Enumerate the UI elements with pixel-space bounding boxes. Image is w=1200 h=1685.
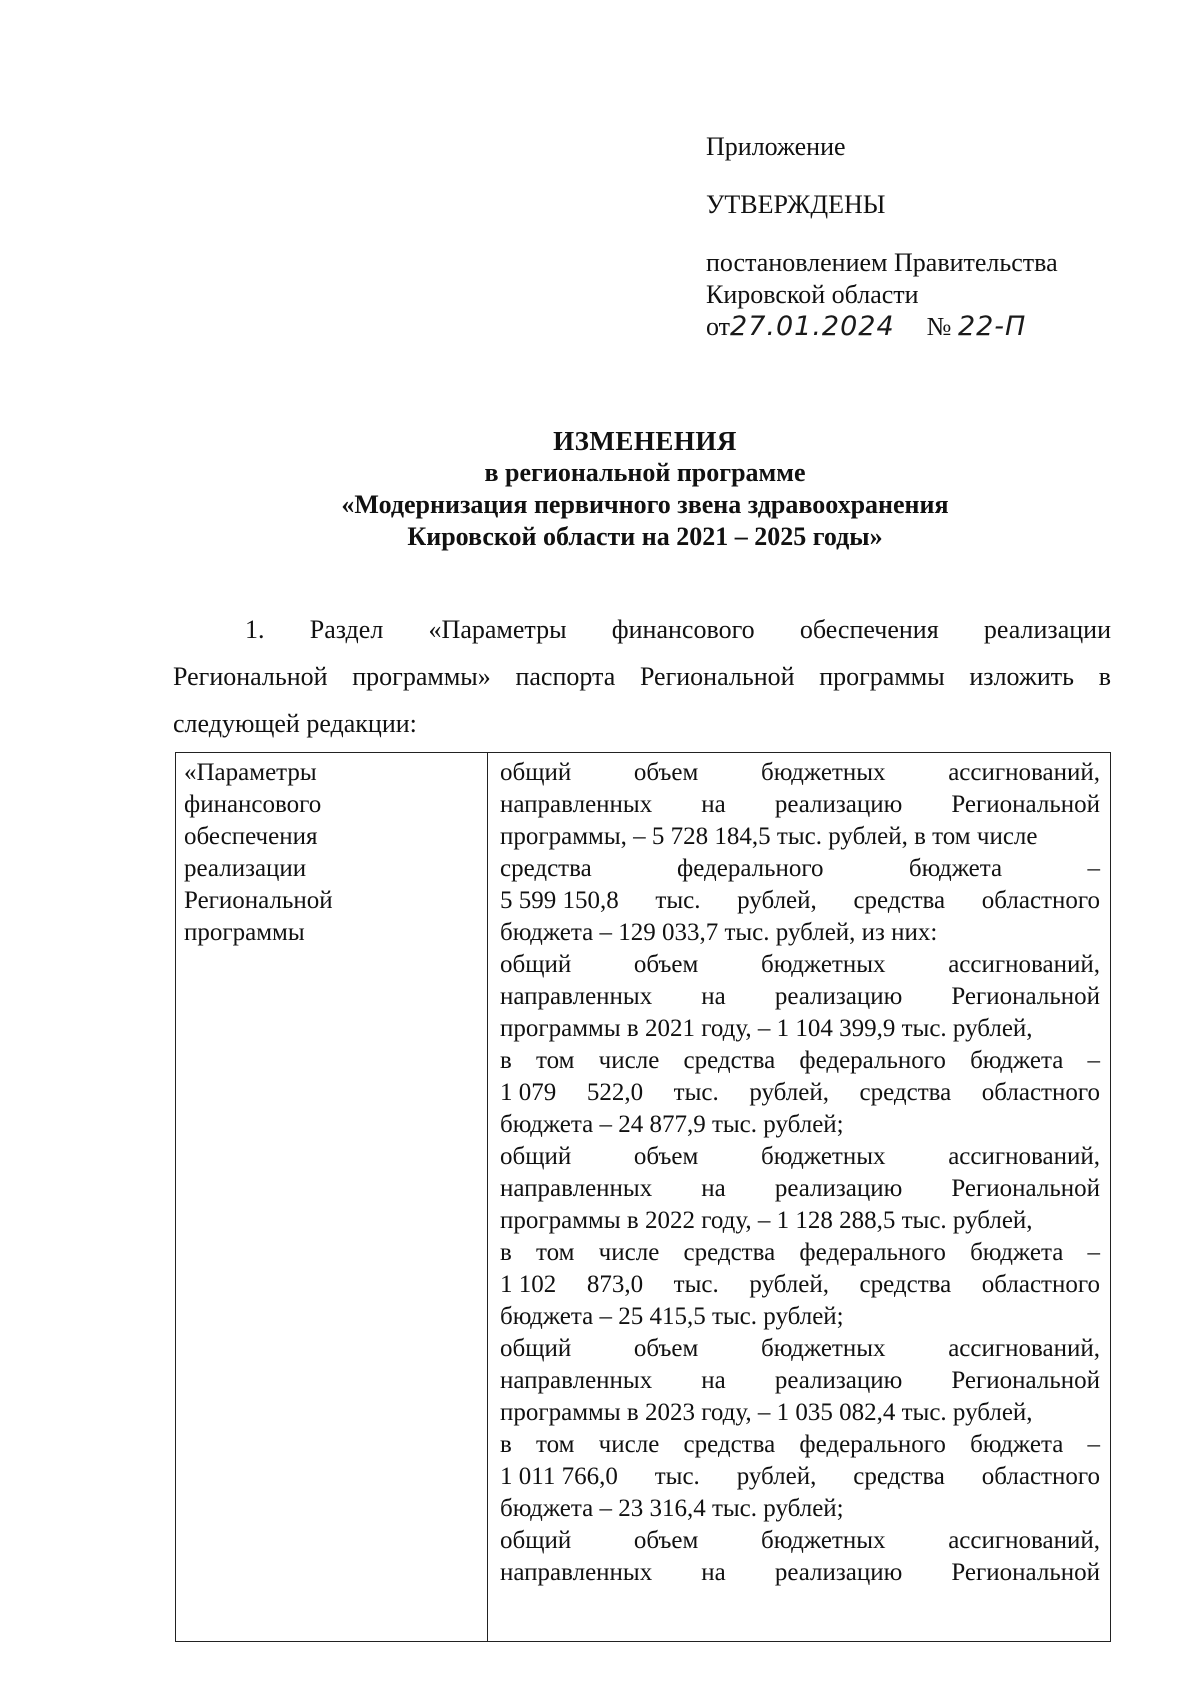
right-cell-word: Региональной — [951, 1367, 1100, 1394]
right-cell-line — [500, 1173, 1100, 1205]
right-cell-word: в — [500, 1047, 512, 1074]
paragraph-word: 1. — [245, 615, 265, 644]
right-cell-line — [500, 1493, 1100, 1525]
right-cell-word: общий — [500, 951, 572, 978]
right-cell-word: федерального — [677, 855, 824, 882]
right-cell-line — [500, 1525, 1100, 1557]
right-cell-word: на — [701, 983, 726, 1010]
from-label: от — [706, 312, 731, 341]
paragraph-word: Региональной — [639, 662, 795, 691]
paragraph-word: Раздел — [309, 615, 384, 644]
left-cell-line: финансового — [184, 791, 322, 818]
right-cell-word: рублей, — [736, 1463, 817, 1490]
handwritten-number: 22-П — [957, 311, 1027, 342]
right-cell-word: средства — [683, 1239, 776, 1266]
right-cell-word: бюджета – 25 415,5 тыс. рублей; — [500, 1303, 844, 1330]
right-cell-word: – — [1087, 1047, 1100, 1074]
right-cell-word: областного — [981, 887, 1100, 914]
right-cell-word: реализацию — [774, 1367, 903, 1394]
right-cell-word: средства — [683, 1047, 776, 1074]
right-cell-word: – — [1087, 1431, 1100, 1458]
right-cell-word: тыс. — [654, 1463, 700, 1490]
right-cell-line — [500, 1301, 1100, 1333]
right-cell-word: ассигнований, — [948, 1143, 1100, 1170]
right-cell-word: средства — [859, 1079, 952, 1106]
right-cell-word: общий — [500, 759, 572, 786]
right-cell-word: бюджета — [908, 855, 1003, 882]
title-main: ИЗМЕНЕНИЯ — [553, 426, 737, 456]
right-cell-word: федерального — [799, 1047, 946, 1074]
table-left-cell — [176, 753, 488, 1641]
right-cell-word: бюджета — [970, 1047, 1064, 1074]
right-cell-word: бюджета – 24 877,9 тыс. рублей; — [500, 1111, 844, 1138]
right-cell-word: тыс. — [655, 887, 701, 914]
right-cell-word: областного — [981, 1463, 1100, 1490]
right-cell-word: программы, – 5 728 184,5 тыс. рублей, в том числе — [500, 823, 1038, 850]
right-cell-line — [500, 821, 1100, 853]
paragraph-word: программы — [819, 662, 945, 691]
right-cell-line — [500, 917, 1100, 949]
paragraph-word: обеспечения — [799, 615, 939, 644]
approval-line-2: Кировской области — [706, 280, 919, 309]
right-cell-line — [500, 1429, 1100, 1461]
right-cell-word: тыс. — [673, 1079, 719, 1106]
right-cell-word: средства — [853, 887, 946, 914]
paragraph-word: изложить — [969, 662, 1074, 691]
paragraph-word: программы» — [352, 662, 491, 691]
right-cell-word: направленных — [500, 1559, 653, 1586]
right-cell-line — [500, 757, 1100, 789]
right-cell-word: Региональной — [951, 1175, 1100, 1202]
paragraph-word: следующей редакции: — [173, 709, 417, 738]
right-cell-word: на — [701, 1367, 726, 1394]
handwritten-date: 27.01.2024 — [730, 311, 895, 342]
right-cell-word: том — [536, 1239, 575, 1266]
right-cell-word: средства — [500, 855, 592, 882]
paragraph-line — [173, 653, 1111, 700]
right-cell-word: направленных — [500, 1367, 653, 1394]
paragraph-line — [173, 606, 1111, 653]
right-cell-line — [500, 789, 1100, 821]
title-line-3: «Модернизация первичного звена здравоохранения — [341, 490, 949, 519]
right-cell-word: реализацию — [774, 1175, 903, 1202]
right-cell-line — [500, 1269, 1100, 1301]
right-cell-word: Региональной — [951, 1559, 1100, 1586]
right-cell-word: на — [701, 791, 726, 818]
right-cell-word: 5 599 150,8 — [500, 887, 619, 914]
right-cell-word: 522,0 — [586, 1079, 644, 1106]
right-cell-word: числе — [598, 1431, 660, 1458]
right-cell-line — [500, 949, 1100, 981]
right-cell-line — [500, 1397, 1100, 1429]
right-cell-word: программы в 2021 году, – 1 104 399,9 тыс. рублей, — [500, 1015, 1033, 1042]
right-cell-word: бюджета — [970, 1431, 1064, 1458]
right-cell-word: общий — [500, 1335, 572, 1362]
right-cell-word: 1 079 — [500, 1079, 557, 1106]
right-cell-line — [500, 1557, 1100, 1589]
paragraph-word: «Параметры — [428, 615, 567, 644]
right-cell-word: бюджета – 23 316,4 тыс. рублей; — [500, 1495, 844, 1522]
right-cell-word: направленных — [500, 791, 653, 818]
paragraph-1 — [173, 606, 1111, 747]
right-cell-word: программы в 2022 году, – 1 128 288,5 тыс. рублей, — [500, 1207, 1033, 1234]
table-right-cell — [488, 753, 1110, 1641]
right-cell-word: реализацию — [774, 791, 903, 818]
right-cell-word: программы в 2023 году, – 1 035 082,4 тыс. рублей, — [500, 1399, 1033, 1426]
right-cell-word: ассигнований, — [948, 951, 1100, 978]
right-cell-line — [500, 1045, 1100, 1077]
right-cell-line — [500, 981, 1100, 1013]
right-cell-line — [500, 1109, 1100, 1141]
right-cell-line — [500, 1461, 1100, 1493]
left-cell-line: реализации — [184, 855, 307, 882]
right-cell-word: общий — [500, 1143, 572, 1170]
title-line-2: в региональной программе — [484, 458, 806, 487]
right-cell-word: рублей, — [749, 1079, 829, 1106]
right-cell-word: федерального — [799, 1431, 946, 1458]
right-cell-word: средства — [859, 1271, 952, 1298]
left-cell-line: Региональной — [184, 887, 333, 914]
right-cell-word: объем — [633, 759, 699, 786]
right-cell-word: областного — [981, 1079, 1100, 1106]
left-cell-line: обеспечения — [184, 823, 318, 850]
title-line-4: Кировской области на 2021 – 2025 годы» — [407, 522, 883, 551]
right-cell-line — [500, 853, 1100, 885]
document-title — [0, 425, 1200, 553]
right-cell-word: в — [500, 1239, 512, 1266]
right-cell-line — [500, 885, 1100, 917]
right-cell-word: бюджета – 129 033,7 тыс. рублей, из них: — [500, 919, 938, 946]
right-cell-word: ассигнований, — [948, 1335, 1100, 1362]
right-cell-word: на — [701, 1175, 726, 1202]
left-cell-line: программы — [184, 919, 305, 946]
approval-block — [706, 131, 1126, 343]
right-cell-word: Региональной — [951, 983, 1100, 1010]
approval-date-line — [706, 311, 1126, 343]
right-cell-word: Региональной — [951, 791, 1100, 818]
right-cell-word: ассигнований, — [948, 759, 1100, 786]
right-cell-word: 873,0 — [586, 1271, 644, 1298]
right-cell-word: рублей, — [749, 1271, 829, 1298]
right-cell-line — [500, 1333, 1100, 1365]
right-cell-word: объем — [633, 1527, 699, 1554]
appendix-label: Приложение — [706, 132, 846, 161]
paragraph-word: реализации — [983, 615, 1111, 644]
approved-label: УТВЕРЖДЕНЫ — [706, 190, 886, 219]
right-cell-word: в — [500, 1431, 512, 1458]
right-cell-word: бюджетных — [761, 759, 886, 786]
right-cell-word: на — [701, 1559, 726, 1586]
right-cell-line — [500, 1077, 1100, 1109]
right-cell-word: числе — [598, 1239, 660, 1266]
right-cell-word: – — [1087, 1239, 1100, 1266]
right-cell-word: общий — [500, 1527, 572, 1554]
parameters-table — [175, 752, 1111, 1642]
right-cell-word: объем — [633, 951, 699, 978]
right-cell-line — [500, 1205, 1100, 1237]
right-cell-word: рублей, — [737, 887, 817, 914]
right-cell-word: 1 102 — [500, 1271, 557, 1298]
number-label: № — [926, 312, 952, 341]
right-cell-word: бюджетных — [761, 1335, 886, 1362]
paragraph-word: финансового — [611, 615, 755, 644]
right-cell-line — [500, 1237, 1100, 1269]
right-cell-word: 1 011 766,0 — [500, 1463, 618, 1490]
right-cell-word: направленных — [500, 983, 653, 1010]
right-cell-word: бюджетных — [761, 1527, 886, 1554]
right-cell-word: бюджетных — [761, 1143, 886, 1170]
right-cell-line — [500, 1365, 1100, 1397]
left-cell-line: «Параметры — [184, 759, 317, 786]
right-cell-word: областного — [981, 1271, 1100, 1298]
right-cell-word: том — [536, 1047, 575, 1074]
paragraph-word: в — [1098, 662, 1111, 691]
right-cell-word: реализацию — [774, 983, 903, 1010]
paragraph-line — [173, 700, 1111, 747]
right-cell-word: том — [536, 1431, 575, 1458]
right-cell-word: тыс. — [673, 1271, 719, 1298]
right-cell-line — [500, 1013, 1100, 1045]
right-cell-word: средства — [853, 1463, 945, 1490]
right-cell-word: ассигнований, — [948, 1527, 1100, 1554]
approval-line-1: постановлением Правительства — [706, 248, 1058, 277]
right-cell-word: бюджета — [970, 1239, 1064, 1266]
right-cell-word: федерального — [799, 1239, 946, 1266]
right-cell-word: направленных — [500, 1175, 653, 1202]
right-cell-word: объем — [633, 1335, 699, 1362]
right-cell-word: объем — [633, 1143, 699, 1170]
paragraph-word: паспорта — [515, 662, 616, 691]
right-cell-word: числе — [598, 1047, 660, 1074]
right-cell-word: – — [1087, 855, 1100, 882]
right-cell-line — [500, 1141, 1100, 1173]
right-cell-word: бюджетных — [761, 951, 886, 978]
right-cell-word: средства — [683, 1431, 776, 1458]
right-cell-word: реализацию — [774, 1559, 903, 1586]
paragraph-word: Региональной — [173, 662, 328, 691]
